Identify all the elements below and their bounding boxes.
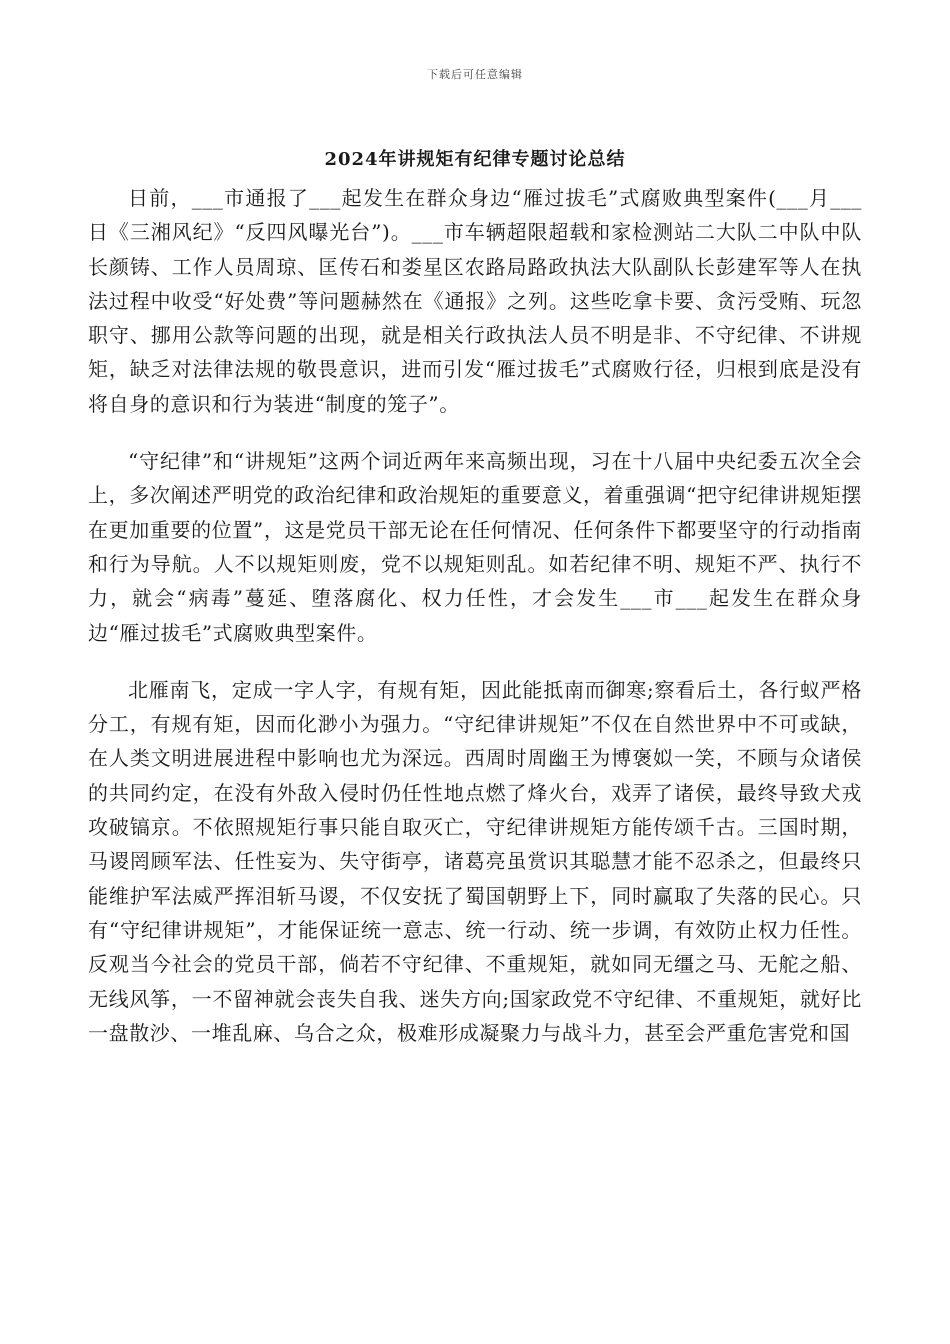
document-body: [88, 181, 862, 1050]
paragraph-2: “守纪律”和“讲规矩”这两个词近两年来高频出现，习在十八届中央纪委五次全会上，多次阐述严明党的政治纪律和政治规矩的重要意义，着重强调“把守纪律讲规矩摆在更加重要的位置”，这是党员干部无论在任何情况、任何条件下都要坚守的行动指南和行为导航。人不以规矩则废，党不以规矩则乱。如若纪律不明、规矩不严、执行不力，就会“病毒”蔓延、堕落腐化、权力任性，才会发生___市___起发生在群众身边“雁过拔毛”式腐败典型案件。: [88, 449, 862, 645]
header-note: 下载后可任意编辑: [427, 68, 523, 81]
paragraph-1: 日前，___市通报了___起发生在群众身边“雁过拔毛”式腐败典型案件(___月___日《三湘风纪》“反四风曝光台”)。___市车辆超限超载和家检测站二大队二中队中队长颜铸、工作人员周琼、匡传石和娄星区农路局路政执法大队副队长彭建军等人在执法过程中收受“好处费”等问题赫然在《通报》之列。这些吃拿卡要、贪污受贿、玩忽职守、挪用公款等问题的出现，就是相关行政执法人员不明是非、不守纪律、不讲规矩，缺乏对法律法规的敬畏意识，进而引发“雁过拔毛”式腐败行径，归根到底是没有将自身的意识和行为装进“制度的笼子”。: [88, 186, 862, 416]
paragraph-3: 北雁南飞，定成一字人字，有规有矩，因此能抵南而御寒;察看后土，各行蚁严格分工，有规有矩，因而化渺小为强力。“守纪律讲规矩”不仅在自然世界中不可或缺，在人类文明进展进程中影响也尤为深远。西周时周幽王为博褒姒一笑，不顾与众诸侯的共同约定，在没有外敌入侵时仍任性地点燃了烽火台，戏弄了诸侯，最终导致犬戎攻破镐京。不依照规矩行事只能自取灭亡，守纪律讲规矩方能传颂千古。三国时期，马谡罔顾军法、任性妄为、失守街亭，诸葛亮虽赏识其聪慧才能不忍杀之，但最终只能维护军法威严挥泪斩马谡，不仅安抚了蜀国朝野上下，同时赢取了失落的民心。只有“守纪律讲规矩”，才能保证统一意志、统一行动、统一步调，有效防止权力任性。反观当今社会的党员干部，倘若不守纪律、不重规矩，就如同无缰之马、无舵之船、无线风筝，一不留神就会丧失自我、迷失方向;国家政党不守纪律、不重规矩，就好比一盘散沙、一堆乱麻、乌合之众，极难形成凝聚力与战斗力，甚至会严重危害党和国: [88, 677, 862, 1045]
document-title: 2024年讲规矩有纪律专题讨论总结: [324, 149, 626, 170]
